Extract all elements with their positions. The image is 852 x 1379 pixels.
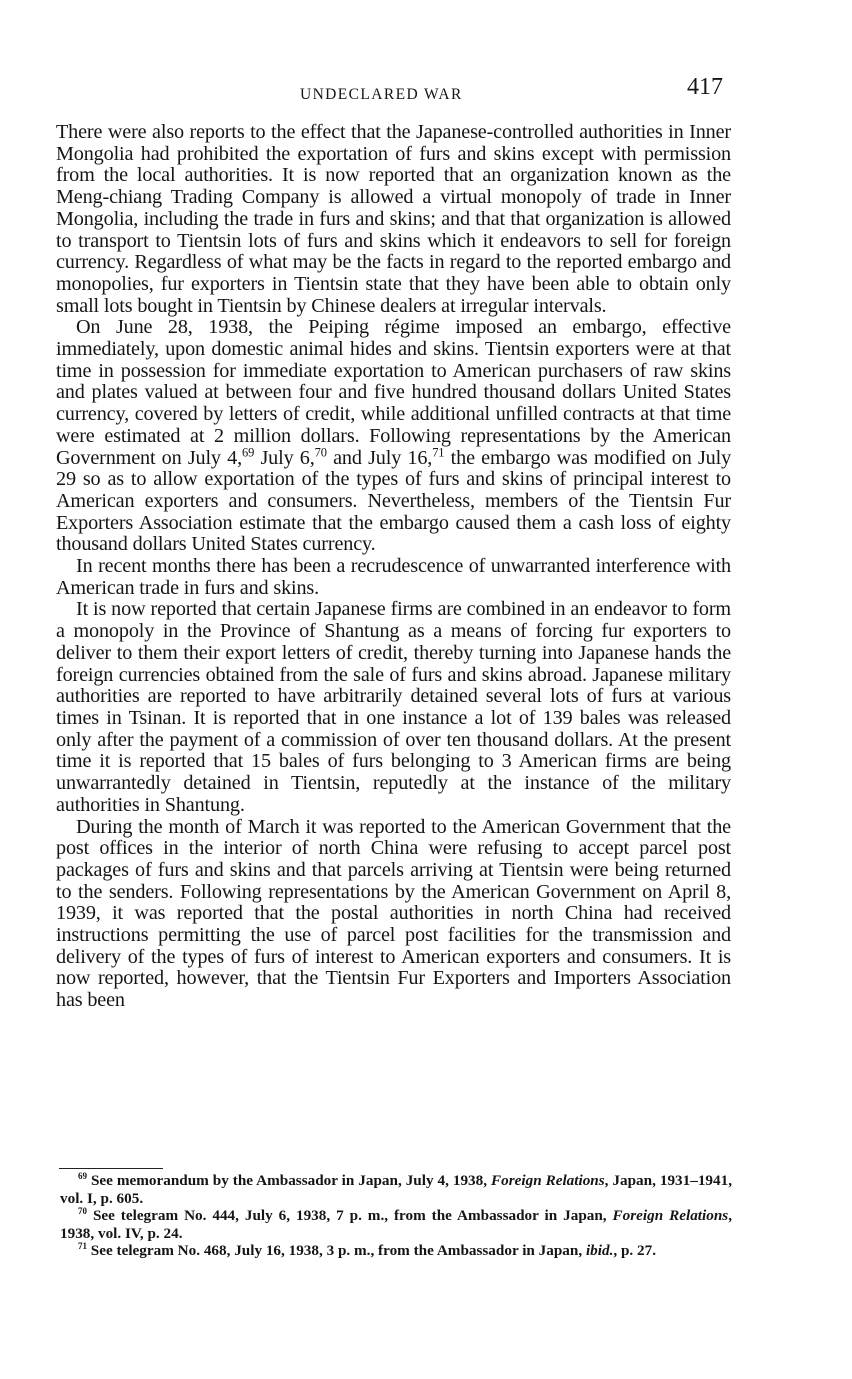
footnote-69-tail: , Japan, 1931–1941, vol. I, p. 605. <box>60 1172 732 1207</box>
running-title: UNDECLARED WAR <box>300 86 463 103</box>
footnote-69-source: Foreign Relations <box>491 1172 605 1189</box>
paragraph-2-part-1: On June 28, 1938, the Peiping régime imposed an embargo, effective immediately, upon domestic animal hides and skins. Tientsin exporters were at that time in possession for immediate exportation to American purchasers of raw skins and plates valued at between four and five hundred thousand dollars United States currency, covered by letters of credit, while additional unfilled contracts at that time were estimated at 2 million dollars. Following representations by the American Government on July 4, <box>56 316 731 469</box>
body-text <box>56 122 731 1012</box>
footnote-71-source: ibid. <box>585 1242 614 1259</box>
footnote-ref-71: 71 <box>432 444 445 459</box>
paragraph-2 <box>56 317 731 556</box>
footnote-mark-70: 70 <box>78 1205 87 1216</box>
paragraph-2-part-2: July 6, <box>254 446 315 469</box>
footnote-69 <box>60 1172 732 1207</box>
footnote-69-text: See memorandum by the Ambassador in Japan, July 4, 1938, <box>90 1172 491 1189</box>
paragraph-5: During the month of March it was reported to the American Government that the post offices in the interior of north China were refusing to accept parcel post packages of furs and skins and that parcels arriving at Tientsin were being returned to the senders. Following representations by the American Government on April 8, 1939, it was reported that the postal authorities in north China had received instructions permitting the use of parcel post facilities for the transmission and delivery of the types of furs of interest to American exporters and consumers. It is now reported, however, that the Tientsin Fur Exporters and Importers Association has been <box>56 815 731 1012</box>
paragraph-4: It is now reported that certain Japanese firms are combined in an endeavor to form a monopoly in the Province of Shantung as a means of forcing fur exporters to deliver to them their export letters of credit, thereby turning into Japanese hands the foreign currencies obtained from the sale of furs and skins abroad. Japanese military authorities are reported to have arbitrarily detained several lots of furs at various times in Tsinan. It is reported that in one instance a lot of 139 bales was released only after the payment of a commission of over ten thousand dollars. At the present time it is reported that 15 bales of furs belonging to 3 American firms are being unwarrantedly detained in Tientsin, reputedly at the instance of the military authorities in Shantung. <box>56 598 731 816</box>
footnote-divider <box>59 1168 163 1169</box>
footnote-70 <box>60 1207 732 1242</box>
footnote-70-text: See telegram No. 444, July 6, 1938, 7 p. m., from the Ambassador in Japan, <box>92 1207 613 1224</box>
page-number: 417 <box>687 74 723 100</box>
footnote-71 <box>60 1242 732 1260</box>
paragraph-3: In recent months there has been a recrudescence of unwarranted interference with American trade in furs and skins. <box>56 555 731 599</box>
footnote-70-source: Foreign Relations <box>612 1207 729 1224</box>
footnote-mark-71: 71 <box>78 1240 87 1251</box>
footnote-mark-69: 69 <box>78 1170 87 1181</box>
paragraph-1: There were also reports to the effect that the Japanese-controlled authorities in Inner Mongolia had prohibited the exportation of furs and skins except with permission from the local authorities. It is now reported that an organization known as the Meng-chiang Trading Company is allowed a virtual monopoly of trade in Inner Mongolia, including the trade in furs and skins; and that that organization is allowed to transport to Tientsin lots of furs and skins which it endeavors to sell for foreign currency. Regardless of what may be the facts in regard to the reported embargo and monopolies, fur exporters in Tientsin state that they have been able to obtain only small lots bought in Tientsin by Chinese dealers at irregular intervals. <box>56 121 731 317</box>
footnote-71-tail: , p. 27. <box>613 1242 657 1259</box>
footnote-ref-70: 70 <box>314 444 327 459</box>
footnotes <box>60 1172 732 1260</box>
paragraph-2-part-4: the embargo was modified on July 29 so as to allow exportation of the types of furs and skins of principal interest to American exporters and consumers. Nevertheless, members of the Tientsin Fur Exporters Association estimate that the embargo caused them a cash loss of eighty thousand dollars United States currency. <box>56 446 732 556</box>
paragraph-2-part-3: and July 16, <box>326 446 433 469</box>
footnote-70-tail: , 1938, vol. IV, p. 24. <box>60 1207 732 1242</box>
footnote-71-text: See telegram No. 468, July 16, 1938, 3 p. m., from the Ambassador in Japan, <box>90 1242 586 1259</box>
footnote-ref-69: 69 <box>241 444 255 459</box>
